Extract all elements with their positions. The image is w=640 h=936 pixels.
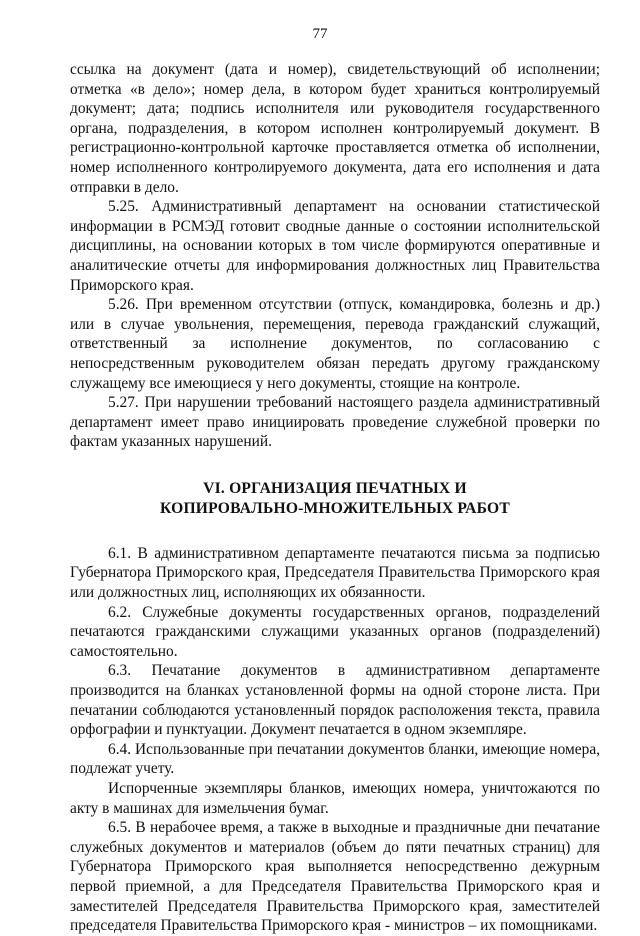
paragraph-continuation: ссылка на документ (дата и номер), свидетельствующий об исполнении; отметка «в дело»; номер дела, в котором будет храниться контролируемый документ; дата; подпись исполнителя или руководителя государственного органа, подразделения, в котором исполнен контролируемый документ. В регистрационно-контрольной карточке проставляется отметка об исполнении, номер исполненного контролируемого документа, дата его исполнения и дата отправки в дело. bbox=[70, 61, 600, 196]
paragraph-5-26: 5.26. При временном отсутствии (отпуск, командировка, болезнь и др.) или в случае увольнения, перемещения, перевода гражданский служащий, ответственный за исполнение документов, по согласованию с непосредственным руководителем обязан передать другому гражданскому служащему все имеющиеся у него документы, стоящие на контроле. bbox=[70, 296, 600, 392]
document-body bbox=[70, 60, 600, 936]
section-heading-line-1: VI. ОРГАНИЗАЦИЯ ПЕЧАТНЫХ И bbox=[203, 479, 467, 497]
page-number: 77 bbox=[312, 26, 328, 42]
paragraph-5-27: 5.27. При нарушении требований настоящего раздела административный департамент имеет право инициировать проведение служебной проверки по фактам указанных нарушений. bbox=[70, 394, 600, 451]
paragraph-6-1: 6.1. В административном департаменте печатаются письма за подписью Губернатора Приморского края, Председателя Правительства Приморского края или должностных лиц, исполняющих их обязанности. bbox=[70, 544, 600, 602]
paragraph-6-3: 6.3. Печатание документов в административном департаменте производится на бланках установленной формы на одной стороне листа. При печатании соблюдаются установленный порядок расположения текста, правила орфографии и пунктуации. Документ печатается в одном экземпляре. bbox=[70, 662, 600, 739]
paragraph-6-5: 6.5. В нерабочее время, а также в выходные и праздничные дни печатание служебных документов и материалов (объем до пяти печатных страниц) для Губернатора Приморского края выполняется непосредственно дежурным первой приемной, а для Председателя Правительства Приморского края и заместителей Председателя Правительства Приморского края, заместителей председателя Правительства Приморского края - министров – их помощниками. bbox=[70, 819, 600, 935]
paragraph-6-4-continued: Испорченные экземпляры бланков, имеющих номера, уничтожаются по акту в машинах для измельчения бумаг. bbox=[70, 780, 600, 817]
section-heading-line-2: КОПИРОВАЛЬНО-МНОЖИТЕЛЬНЫХ РАБОТ bbox=[160, 499, 510, 517]
paragraph-6-4: 6.4. Использованные при печатании документов бланки, имеющие номера, подлежат учету. bbox=[70, 740, 600, 778]
section-heading bbox=[70, 479, 600, 519]
paragraph-5-25: 5.25. Административный департамент на основании статистической информации в РСМЭД готовит сводные данные о состоянии исполнительской дисциплины, на основании которых в том числе формируются оперативные и аналитические отчеты для информирования должностных лиц Правительства Приморского края. bbox=[70, 198, 600, 294]
paragraph-6-2: 6.2. Служебные документы государственных органов, подразделений печатаются гражданскими служащими указанных органов (подразделений) самостоятельно. bbox=[70, 603, 600, 660]
